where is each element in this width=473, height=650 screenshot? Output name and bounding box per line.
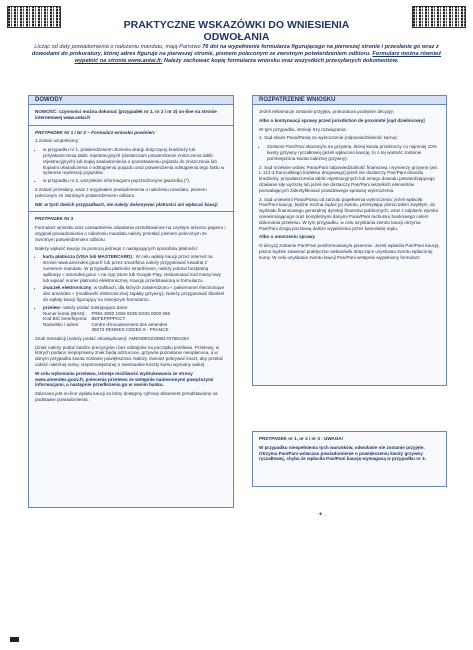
page-title: PRAKTYCZNE WSKAZÓWKI DO WNIESIENIA ODWOŁANIA (123, 19, 350, 43)
case3-title: PRZYPADEK Nr 3 (35, 216, 74, 222)
evidence-heading: DOWODY (29, 96, 233, 105)
ink-mark: ✦ . (318, 512, 327, 518)
warning-title: PRZYPADEK nr 1, nr 2 i nr 3 (259, 436, 320, 441)
review-heading: ROZPATRZENIE WNIOSKU (253, 96, 446, 105)
pay-card: • karta płatnicza (VISA lub MASTERCARD) : W celu wpłaty kaucji przez internet na stronie www.amendes.gouv.fr lub przez smartfona należy przygotować kwadrat z numerem mandatu. W przypadku płatności smartfonem, należy pobrać bezpłatną aplikację « amendes.gouv » na App Store lub Google Play, zeskanować kod matrycowy lub wpisać numer płatności elektronicznej. Kaucję przedstawioną w formularzu. (43, 254, 227, 283)
review-panel: ROZPATRZENIE WNIOSKU Jeżeli reklamacje zostanie przyjęta, prokuratura podejmie decyzję: Albo o kontynuacji sprawy przed jurisdiction de proximité [sąd dzielnicowy] W tym przypadku, istnieje trzy rozwiązania: 1. Sąd skaże Pana/Panią za wykroczenie (odpowiedzialność karna): • Zostanie Pan/Pani skazany/a na grzywnę, której kwota przekroczy co najmniej 10% kwoty grzywny ryczałtowej (jeżeli wpłacono kaucję, to o tej wartość zostanie pomniejszona kwota należnej grzywny). 2. Sąd orzeknie wobec Pana/Pani odpowiedzialność finansową i wymierzy grzywnę (art. L.121-3 francuskiego kodeksu drogowego) jeżeli nie dostarczy Pan/Pani dowodu kradzieży, przywłaszczenia tablic rejestracyjnych lub innego dowodu potwierdzającego działanie siły wyższej lub jeżeli nie dostarczy Pan/Pani wszelkich elementów pozwalających zidentyfikować prawdziwego sprawcę wykroczenia. 3. Sąd uniewinni Pana/Panią od zarzutu popełnienia wykroczenia: jeżeli wpłaciła Pan/Pani kaucję, będzie można żądać jej zwrotu, przesyłając pismo takim zwykłym, do wydziału finansowego generalnej dyrekcji finansów publicznych, wraz z odpisem wyroku uniewinniającego oraz kompletnymi danymi Pana/Pani rachunku bankowego celem dokonania przelewu. W tym przypadku, w celu uzyskania zwrotu kaucji otrzyma Pan/Pani drogą pocztową dalsze wyjaśnienia przez kancelarię sądu. Albo o umorzeniu sprawy O decyzji zostanie Pan/Pani poinformowany/a pisemnie. Jeżeli wpłaciła Pan/Pani kaucję, pismo będzie zawierać praktyczne wskazówki dotyczące uzyskania zwrotu wpłaconej sumy. W celu uzyskania zwrotu kaucji Pan/Pani wstępnie wypełniony formularz. (252, 95, 447, 386)
online-link[interactable]: Formularz można również wypełnić na stronie www.antai.fr. (74, 51, 442, 65)
corner-mark (10, 637, 19, 642)
bank-details: Numer konta (IBAN): FR84 3000 1006 8235 5G00 0000 066 Kod BIC beneficjenta: BDFEFRPPCCT Nazwisko / adres: Centre d'encaissement des amendes 35073 RENNES CEDEX 9 - FRANCE (43, 310, 171, 333)
intro-text: Licząc od daty powiadomienia o nałożeniu mandatu, mają Państwo 76 dni na wypełnienie formularza figurującego na pierwszej stronie i przesłanie go wraz z dowodami do prokuratury, której adres figuruje na pierwszej stronie, pismem poleconym ze zwrotnym potwierdzeniem odbioru. Formularz można również wypełnić na stronie www.antai.fr. Należy zachować kopię formularza wniosku oraz wszystkich przesyłanych dokumentów. (31, 44, 442, 65)
pay-transfer: • przelew: należy podać następujące dane: Numer konta (IBAN): FR84 3000 1006 8235 5G00 0000 066 Kod BIC beneficjenta: BDFEFRPPCCT Nazwisko / adres: Centre d'encaissement des amendes 35073 RENNES CEDEX 9 - FRANCE (43, 305, 227, 333)
warning-text: W przypadku niespełnienia tych warunków, odwołanie nie zostanie przyjęte. Otrzyma Pan/Pani wówczas powiadomienie o powiększeniu kwoty grzywny ryczałtowej, chyba że wpłaciła Pan/Pani kaucję wymaganą w przypadku nr 3. (259, 444, 426, 462)
transfer-reference: Znak transakcji (należy podać obowiązkowo): AMENDE0233981767681264 (35, 335, 189, 341)
case12-nb: NB: w tych dwóch przypadkach, nie należy dokonywać płatności ani wpłacać kaucji (35, 201, 218, 207)
pay-stamp: • znaczek elektroniczny: w trafikach, dla których zatwierdzono « pakiemonet électronique des amendes » (modliwość elektronicznej zapłaty grzywny). Należy przygotować blankiet do wpłaty kaucji figurujący na niniejszym formularzu. (43, 285, 227, 302)
case12-title: PRZYPADEK Nr 1 i Nr 2 – Formularz wniosku powinien: (35, 129, 156, 135)
discontinuation-heading: Albo o umorzeniu sprawy (259, 234, 315, 240)
online-transfer-note: W celu wykonania przelewu, istnieje możliwość wydrukowania ze strony www.amendes.gouv.fr, polecenia przelewu ze wstępnie naniesionymi powyższymi informacjami, a następnie przedłożenia go w swoim banku. (35, 370, 214, 388)
warning-box: PRZYPADEK nr 1, nr 2 i nr 3 : UWAGA! W przypadku niespełnienia tych warunków, odwołanie nie zostanie przyjęte. Otrzyma Pan/Pani wówczas powiadomienie o powiększeniu kwoty grzywny ryczałtowej, chyba że wpłaciła Pan/Pani kaucję wymaganą w przypadku nr 3. (252, 431, 447, 487)
novelty-note: NOWOŚĆ: czynności można dokonać (przypadek nr 1, nr 2 i nr 3) on-line na stronie internetowej www.antai.fr (35, 109, 217, 120)
evidence-panel: DOWODY NOWOŚĆ: czynności można dokonać (przypadek nr 1, nr 2 i nr 3) on-line na stronie internetowej www.antai.fr PRZYPADEK Nr 1 i Nr 2 – Formularz wniosku powinien: 1.zostać uzupełniony: • w przypadku nr 1, potwierdzeniem złożenia skargi dotyczącej kradzieży lub przywłaszczenia tablic rejestracyjnych (dostarczam potwierdzenie zniszczenia tablic rejestracyjnych) lub kopią zawiadomienia o pozostawieniu pojazdu do zniszczenia lub kopiami oświadczenia o odstąpieniu pojazdu oraz potwierdzenia odstąpienia tego faktu w systemie rejestracji pojazdów • w przypadku nr 2, wszystkimi informacjami poprzedzonymi gwiazdką (*), 2.zostać przesłany, wraz z oryginałem powiadomienia o nałożeniu mandatu, pismem poleconym ze zwrotnym potwierdzeniem odbioru. NB: w tych dwóch przypadkach, nie należy dokonywać płatności ani wpłacać kaucji PRZYPADEK Nr 3 Formularz wniosku oraz uzasadnienie odwołania przedstawione na czystym arkuszu papieru i oryginał powiadomienia o nałożeniu mandatu należy przesłać pismem poleconym ze zwrotnym potwierdzeniem odbioru. Należy wpłacić kaucję za pomocą jednego z następujących sposobów płatności: • karta płatnicza (VISA lub MASTERCARD) : W celu wpłaty kaucji przez internet na stronie www.amendes.gouv.fr lub przez smartfona należy przygotować kwadrat z numerem mandatu. W przypadku płatności smartfonem, należy pobrać bezpłatną aplikację « amendes.gouv » na App Store lub Google Play, zeskanować kod matrycowy lub wpisać numer płatności elektronicznej. Kaucję przedstawioną w formularzu. • znaczek elektroniczny: w trafikach, dla których zatwierdzono « pakiemonet électronique des amendes » (modliwość elektronicznej zapłaty grzywny). Należy przygotować blankiet do wpłaty kaucji figurujący na niniejszym formularzu. • przelew: należy podać następujące dane: Numer konta (IBAN): FR84 3000 1006 8235 5G00 0000 066 Kod BIC beneficjenta: BDFEFRPPCCT Nazwisko / adres: Centre d'encaissement des amendes 35073 RENNES CEDEX 9 - FRANCE Znak transakcji (należy podać obowiązkowo): AMENDE0233981767681264 (Znak należy podać bardzo precyzyjnie i bez odstępów na początku przelewu. Przelewy, w których podano niepoprawny znak będą odrzucone, grzywna pozostanie nieopłacona, a w danym przypadku kwota zostanie powiększona. Należy również pokrywać koszt, aby przelać całość należnej sumy, niepomniejszonej o ewentualne koszty kursu wymiany walut) W celu wykonania przelewu, istnieje możliwość wydrukowania ze strony www.amendes.gouv.fr, polecenia przelewu ze wstępnie naniesionymi powyższymi informacjami, a następnie przedłożenia go w swoim banku. Zalecana jest on-line wpłata kaucji za który dostępny cyfrowy dokument przedstawiony na podstawie powiadomienia. (28, 95, 234, 508)
continuation-heading: Albo o kontynuacji sprawy przed jurisdiction de proximité [sąd dzielnicowy] (259, 117, 425, 123)
